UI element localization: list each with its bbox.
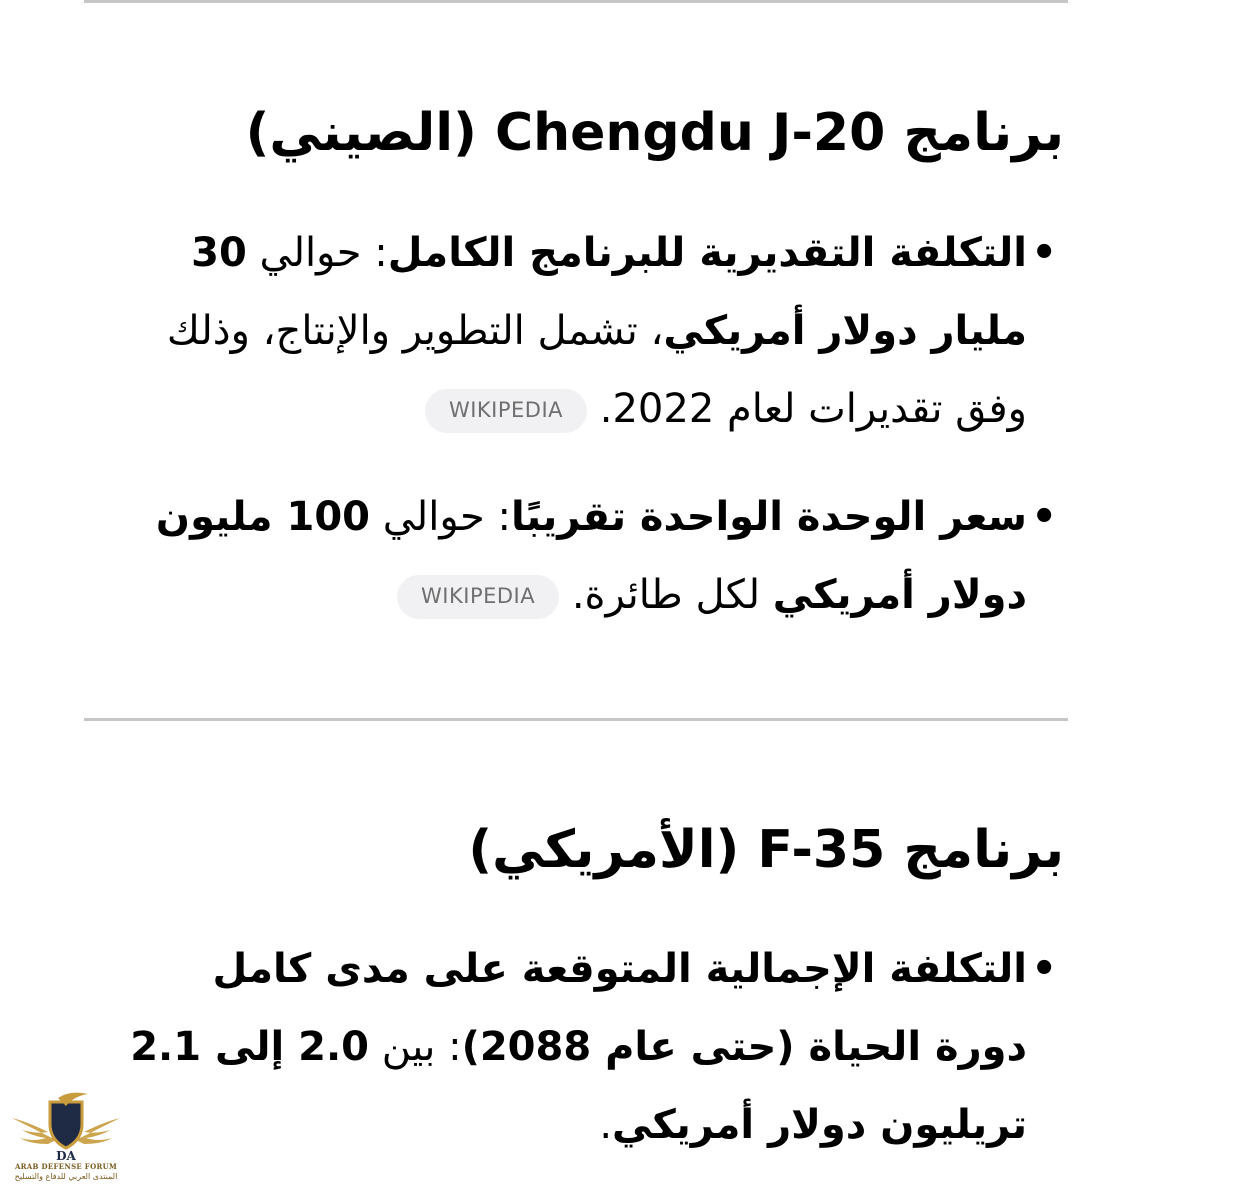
bullet-value: 2.0 إلى 2.1 تريليون دولار أمريكي — [130, 1024, 1027, 1148]
arab-defense-forum-watermark-logo — [8, 1088, 124, 1182]
watermark-name-en: ARAB DEFENSE FORUM — [14, 1162, 118, 1171]
bullet-text: : حوالي — [246, 230, 388, 276]
bullet-icon: • — [1031, 230, 1057, 276]
bullet-icon: • — [1031, 946, 1057, 992]
bullet-label: سعر الوحدة الواحدة تقريبًا — [510, 494, 1027, 540]
bullet-icon: • — [1031, 494, 1057, 540]
bullet-label: التكلفة التقديرية للبرنامج الكامل — [387, 230, 1027, 276]
bullet-text: . — [599, 1102, 613, 1148]
list-item — [127, 930, 1057, 1164]
f35-cost-list — [127, 930, 1057, 1164]
top-divider — [84, 0, 1068, 3]
bullet-value: 100 مليون دولار أمريكي — [155, 494, 1027, 618]
bullet-text: ، تشمل التطوير والإنتاج، وذلك وفق تقديرات لعام 2022. — [166, 308, 1027, 432]
wikipedia-citation-chip[interactable]: WIKIPEDIA — [425, 389, 587, 433]
bullet-label: التكلفة الإجمالية المتوقعة على مدى كامل دورة الحياة (حتى عام 2088) — [212, 946, 1027, 1070]
list-item — [97, 478, 1057, 634]
eagle-shield-icon — [8, 1088, 124, 1164]
bullet-text: : حوالي — [370, 494, 511, 540]
bullet-value: 30 مليار دولار أمريكي — [191, 230, 1027, 354]
bullet-text: : بين — [369, 1024, 462, 1070]
bullet-text: لكل طائرة. — [571, 572, 773, 618]
j20-cost-list — [97, 214, 1057, 634]
section-divider — [84, 718, 1068, 721]
list-item — [97, 214, 1057, 448]
wikipedia-citation-chip[interactable]: WIKIPEDIA — [397, 575, 559, 619]
section-heading-f35: برنامج F-35 (الأمريكي) — [468, 820, 1064, 880]
section-heading-j20: برنامج Chengdu J-20 (الصيني) — [245, 103, 1064, 163]
monogram-text: DA — [56, 1149, 76, 1163]
watermark-name-ar: المنتدى العربي للدفاع والتسليح — [14, 1172, 118, 1181]
